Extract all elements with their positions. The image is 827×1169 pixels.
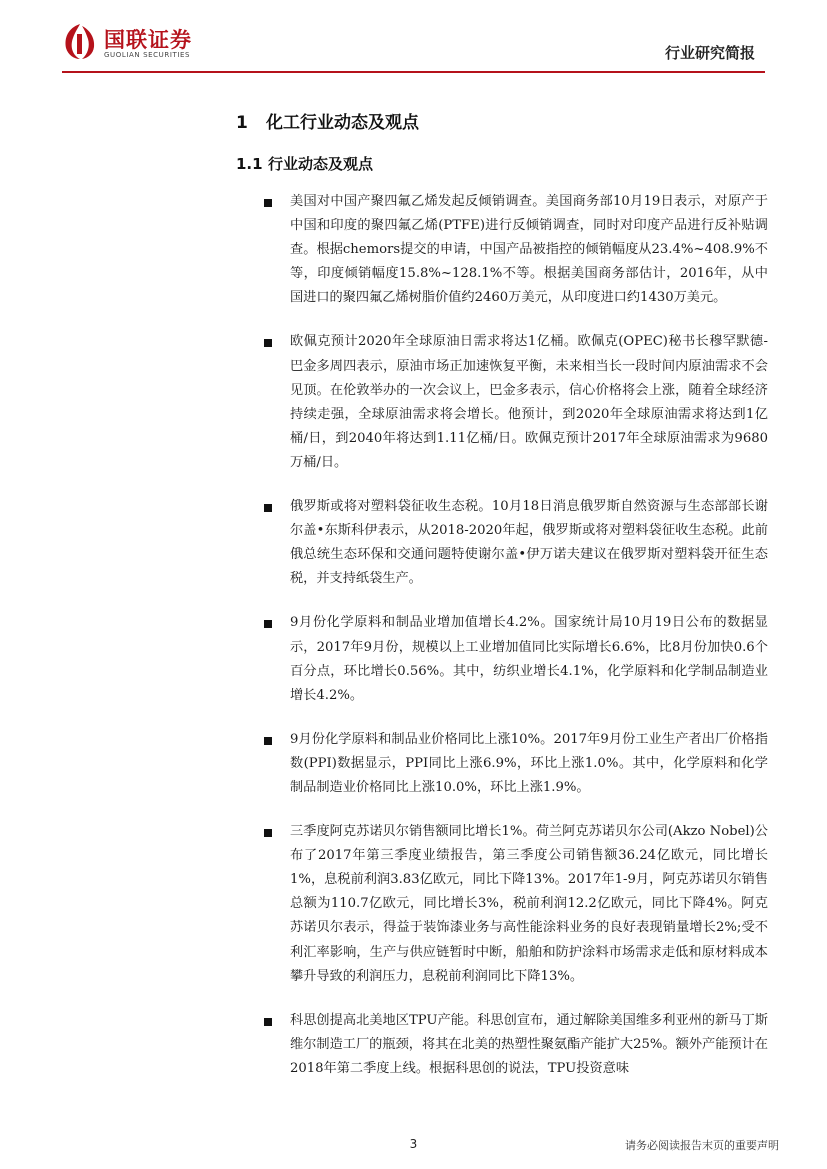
news-item-text: 俄罗斯或将对塑料袋征收生态税。10月18日消息俄罗斯自然资源与生态部部长谢尔盖•东斯科伊表示，从2018-2020年起，俄罗斯或将对塑料袋征收生态税。此前俄总统生态环保和交通问题特使谢尔盖•伊万诺夫建议在俄罗斯对塑料袋开征生态税，并支持纸袋生产。 [290, 499, 768, 587]
header-divider [62, 71, 765, 73]
subsection-title: 行业动态及观点 [268, 155, 374, 173]
disclaimer-note: 请务必阅读报告末页的重要声明 [625, 1139, 779, 1152]
square-bullet-icon [264, 504, 272, 512]
square-bullet-icon [264, 620, 272, 628]
square-bullet-icon [264, 829, 272, 837]
news-item [236, 190, 768, 310]
subsection-heading [236, 153, 373, 174]
brand-name-en: GUOLIAN SECURITIES [104, 51, 191, 59]
section-number: 1 [236, 113, 248, 133]
news-item-text: 9月份化学原料和制品业价格同比上涨10%。2017年9月份工业生产者出厂价格指数(PPI)数据显示，PPI同比上涨6.9%，环比上涨1.0%。其中，化学原料和化学制品制造业价格同比上涨10.0%，环比上涨1.9%。 [290, 731, 768, 795]
square-bullet-icon [264, 199, 272, 207]
news-item-text: 三季度阿克苏诺贝尔销售额同比增长1%。荷兰阿克苏诺贝尔公司(Akzo Nobel)公布了2017年第三季度业绩报告，第三季度公司销售额36.24亿欧元，同比增长1%，息税前利润3.83亿欧元，同比下降13%。2017年1-9月，阿克苏诺贝尔销售总额为110.7亿欧元，同比增长3%，税前利润12.2亿欧元，同比下降4%。阿克苏诺贝尔表示，得益于装饰漆业务与高性能涂料业务的良好表现销量增长2%;受不利汇率影响，生产与供应链暂时中断，船舶和防护涂料市场需求走低和原材料成本攀升导致的利润压力，息税前利润同比下降13%。 [290, 824, 768, 984]
news-item-text: 欧佩克预计2020年全球原油日需求将达1亿桶。欧佩克(OPEC)秘书长穆罕默德-巴金多周四表示，原油市场正加速恢复平衡，未来相当长一段时间内原油需求不会见顶。在伦敦举办的一次会议上，巴金多表示，信心价格将会上涨，随着全球经济持续走强，全球原油需求将会增长。他预计，到2020年全球原油需求将达到1亿桶/日，到2040年将达到1.11亿桶/日。欧佩克预计2017年全球原油需求为9680万桶/日。 [290, 334, 768, 470]
page-header [0, 0, 827, 80]
square-bullet-icon [264, 737, 272, 745]
news-item-list [236, 190, 768, 1101]
brand-name-cn: 国联证券 [104, 28, 192, 52]
square-bullet-icon [264, 1018, 272, 1026]
section-title: 化工行业动态及观点 [266, 113, 419, 133]
news-item-text: 科思创提高北美地区TPU产能。科思创宣布，通过解除美国维多利亚州的新马丁斯维尔制造工厂的瓶颈，将其在北美的热塑性聚氨酯产能扩大25%。额外产能预计在2018年第二季度上线。根据科思创的说法，TPU投资意味 [290, 1012, 768, 1076]
news-item [236, 495, 768, 591]
news-item [236, 611, 768, 707]
news-item [236, 330, 768, 475]
page-number: 3 [409, 1137, 418, 1151]
square-bullet-icon [264, 339, 272, 347]
news-item-text: 9月份化学原料和制品业增加值增长4.2%。国家统计局10月19日公布的数据显示，2017年9月份，规模以上工业增加值同比实际增长6.6%，比8月份加快0.6个百分点，环比增长0.56%。其中，纺织业增长4.1%，化学原料和化学制品制造业增长4.2%。 [290, 615, 768, 703]
subsection-number: 1.1 [236, 155, 263, 173]
news-item [236, 820, 768, 989]
guolian-logo-icon [62, 22, 98, 60]
report-type-label: 行业研究简报 [664, 44, 755, 62]
news-item [236, 728, 768, 800]
news-item-text: 美国对中国产聚四氟乙烯发起反倾销调查。美国商务部10月19日表示，对原产于中国和印度的聚四氟乙烯(PTFE)进行反倾销调查，同时对印度产品进行反补贴调查。根据chemors提交的申请，中国产品被指控的倾销幅度从23.4%~408.9%不等，印度倾销幅度15.8%~128.1%不等。根据美国商务部估计，2016年，从中国进口的聚四氟乙烯树脂价值约2460万美元，从印度进口约1430万美元。 [290, 194, 768, 306]
section-heading [236, 108, 419, 133]
news-item [236, 1009, 768, 1081]
